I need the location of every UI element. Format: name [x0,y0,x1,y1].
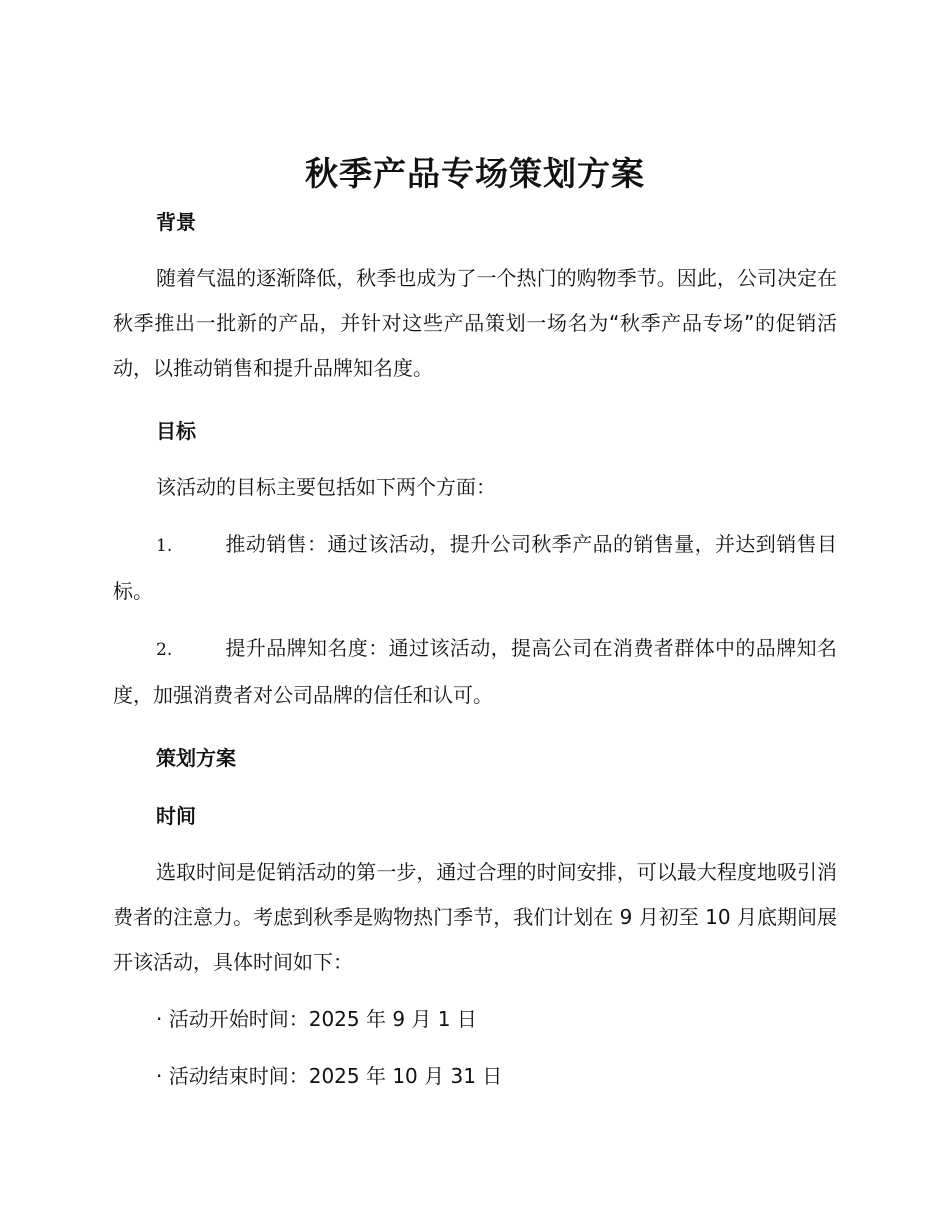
background-paragraph: 随着气温的逐渐降低，秋季也成为了一个热门的购物季节。因此，公司决定在秋季推出一批新的产品，并针对这些产品策划一场名为“秋季产品专场”的促销活动，以推动销售和提升品牌知名度。 [113,266,837,380]
goal-item-text: 提升品牌知名度：通过该活动，提高公司在消费者群体中的品牌知名度，加强消费者对公司品牌的信任和认可。 [113,636,837,707]
section-heading-time: 时间 [156,804,196,828]
goal-item-number: 2. [156,640,173,660]
goal-item-text: 推动销售：通过该活动，提升公司秋季产品的销售量，并达到销售目标。 [113,532,837,603]
time-bullet-end: · 活动结束时间：2025 年 10 月 31 日 [156,1064,503,1088]
section-heading-plan: 策划方案 [156,746,236,770]
goals-intro: 该活动的目标主要包括如下两个方面： [156,475,496,499]
document-content [113,148,837,1099]
goal-item-2 [113,626,837,718]
goal-item-number: 1. [156,536,173,556]
document-title: 秋季产品专场策划方案 [305,154,645,193]
goal-item-1 [113,522,837,614]
time-paragraph: 选取时间是促销活动的第一步，通过合理的时间安排，可以最大程度地吸引消费者的注意力。考虑到秋季是购物热门季节，我们计划在 9 月初至 10 月底期间展开该活动，具体时间如下： [113,860,837,974]
section-heading-background: 背景 [156,210,196,234]
section-heading-goals: 目标 [156,419,196,443]
time-bullet-start: · 活动开始时间：2025 年 9 月 1 日 [156,1007,477,1031]
